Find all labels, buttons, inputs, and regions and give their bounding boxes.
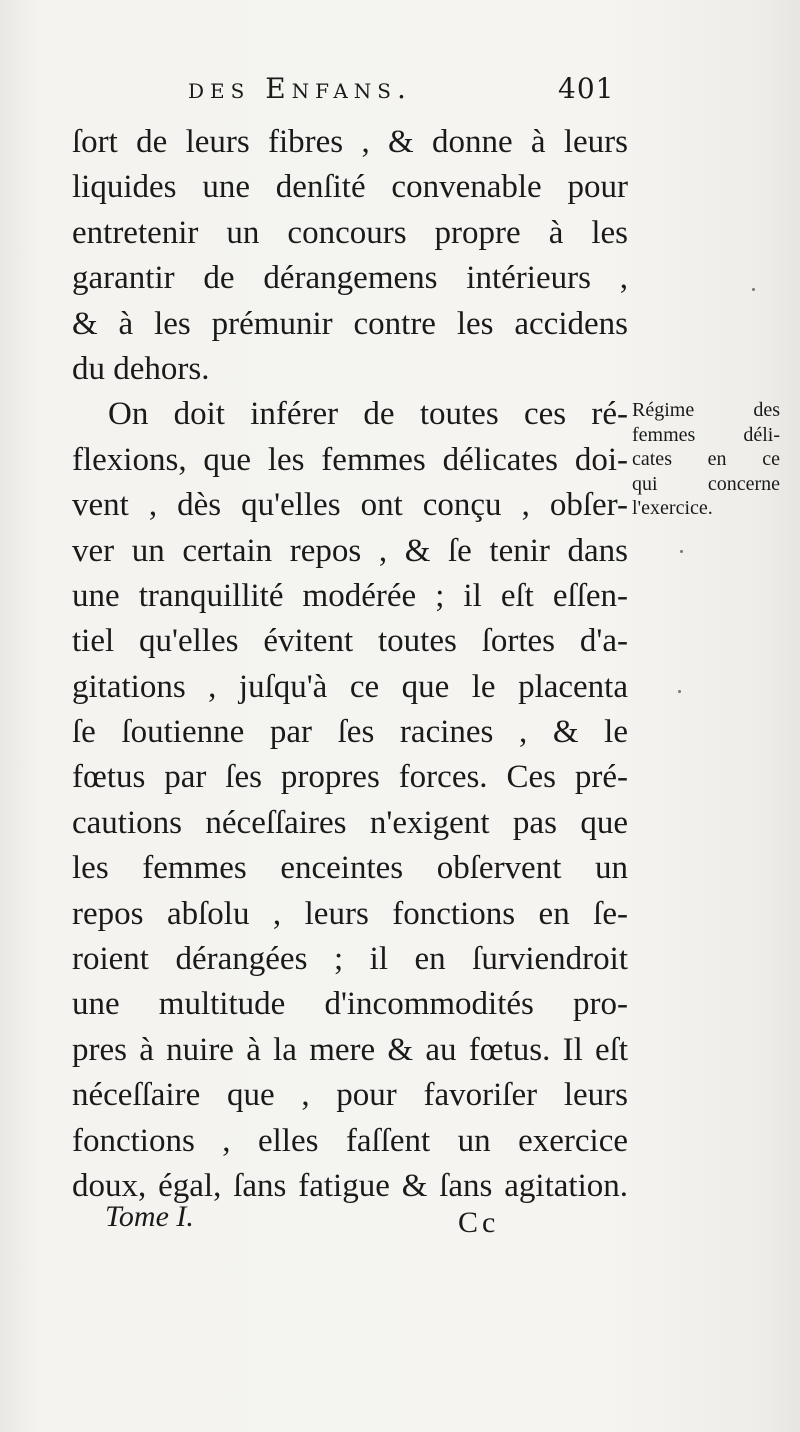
text-line: flexions, que les femmes délicates doi- <box>72 441 628 478</box>
text-line: fonctions , elles faſſent un exercice <box>72 1122 628 1159</box>
paragraph-start-line: On doit inférer de toutes ces ré- <box>108 396 628 433</box>
text-line: ſort de leurs fibres , & donne à leurs <box>72 124 628 160</box>
marginal-note-line: cates en ce <box>632 448 780 470</box>
running-title: des Enfans. <box>188 72 412 105</box>
signature-mark: Cc <box>458 1206 500 1239</box>
paper-speck <box>680 550 683 553</box>
text-line: les femmes enceintes obſervent un <box>72 850 628 887</box>
text-line: pres à nuire à la mere & au fœtus. Il eſt <box>72 1031 628 1068</box>
text-line: & à les prémunir contre les accidens <box>72 305 628 342</box>
text-line: fœtus par ſes propres forces. Ces pré- <box>72 759 628 796</box>
text-line: doux, égal, ſans fatigue & ſans agitation. <box>72 1167 628 1204</box>
marginal-note-line: Régime des <box>632 399 780 421</box>
marginal-note-line: femmes déli- <box>632 423 780 446</box>
marginal-note <box>632 398 780 521</box>
marginal-note-line: l'exercice. <box>632 497 713 519</box>
text-line: garantir de dérangemens intérieurs , <box>72 260 628 297</box>
text-line: repos abſolu , leurs fonctions en ſe- <box>72 895 628 932</box>
page-header <box>188 72 628 112</box>
text-line: néceſſaire que , pour favoriſer leurs <box>72 1077 628 1114</box>
text-line: liquides une denſité convenable pour <box>72 169 628 206</box>
text-line: tiel qu'elles évitent toutes ſortes d'a- <box>72 623 628 660</box>
volume-label: Tome I. <box>105 1200 194 1233</box>
text-line: entretenir un concours propre à les <box>72 214 628 251</box>
text-line: du dehors. <box>72 350 210 387</box>
text-line: gitations , juſqu'à ce que le placenta <box>72 668 628 705</box>
page-number: 401 <box>558 72 615 105</box>
text-line: cautions néceſſaires n'exigent pas que <box>72 804 628 841</box>
text-line: ſe ſoutienne par ſes racines , & le <box>72 714 628 751</box>
marginal-note-line: qui concerne <box>632 472 780 495</box>
text-line: ver un certain repos , & ſe tenir dans <box>72 532 628 569</box>
body-text <box>72 120 628 1209</box>
paper-speck <box>752 288 755 291</box>
text-line: vent , dès qu'elles ont conçu , obſer- <box>72 487 628 524</box>
paper-speck <box>678 690 681 693</box>
text-line: roient dérangées ; il en ſurviendroit <box>72 941 628 978</box>
text-line: une tranquillité modérée ; il eſt eſſen- <box>72 577 628 614</box>
text-line: une multitude d'incommodités pro- <box>72 986 628 1023</box>
page-footer <box>105 1200 525 1240</box>
